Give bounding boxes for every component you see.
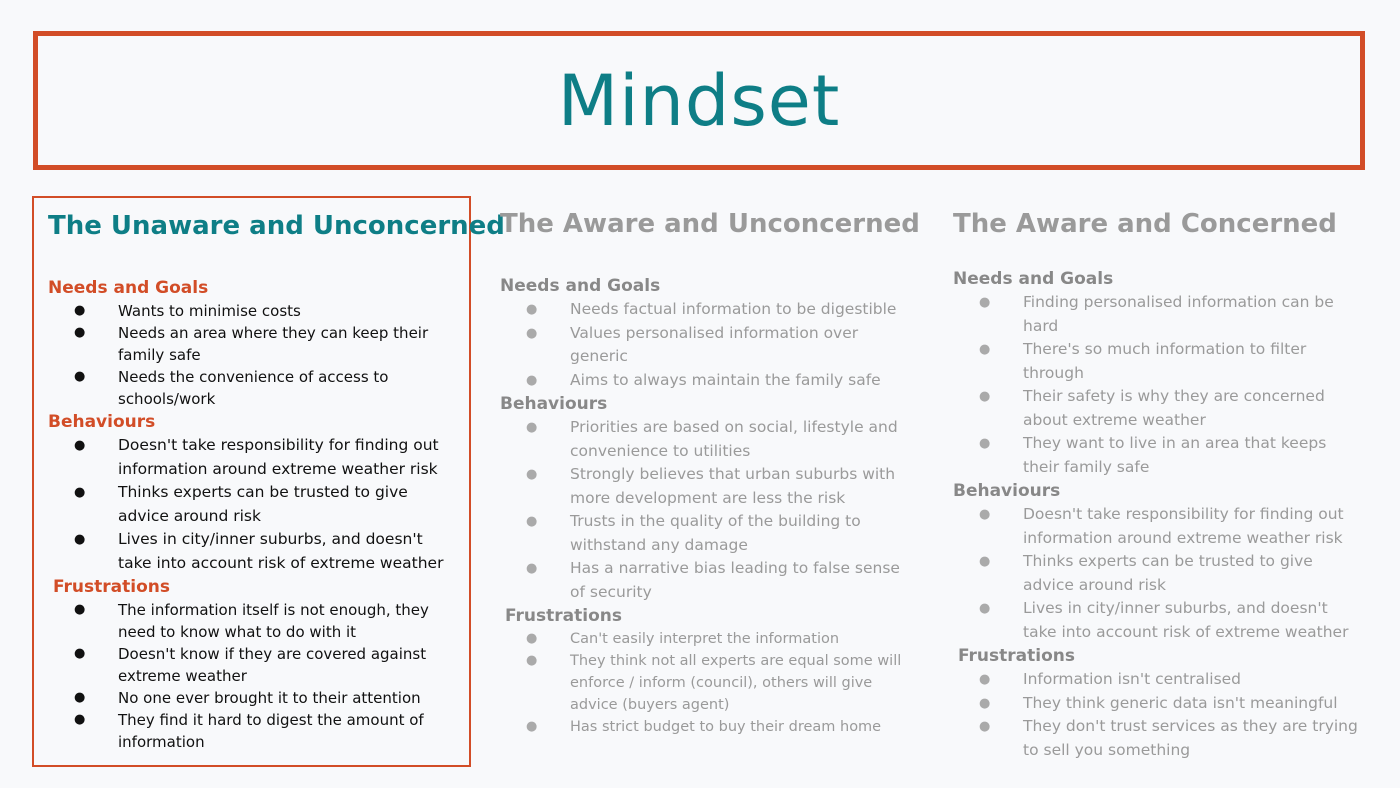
behaviours-list [500, 416, 910, 604]
persona-heading: The Aware and Unconcerned [500, 209, 920, 239]
persona-content [500, 274, 910, 738]
frustrations-title: Frustrations [505, 606, 622, 626]
page-title: Mindset [557, 59, 841, 142]
list-item: ● There's so much information to filter through [979, 340, 1307, 382]
bullet-icon: ● [526, 631, 538, 646]
bullet-icon: ● [979, 389, 991, 404]
persona-column-unaware-unconcerned [32, 196, 505, 767]
behaviours-title: Behaviours [48, 412, 156, 432]
list-item: ● Doesn't know if they are covered against extreme weather [74, 645, 427, 685]
title-frame [33, 31, 1365, 170]
bullet-icon: ● [526, 653, 538, 668]
list-item: ● Priorities are based on social, lifestyle and convenience to utilities [526, 418, 898, 460]
persona-heading: The Aware and Concerned [953, 209, 1337, 239]
bullet-icon: ● [979, 695, 991, 711]
persona-content [953, 267, 1363, 762]
behaviours-list [48, 434, 458, 575]
list-item: ● Doesn't take responsibility for finding out information around extreme weather risk [74, 436, 439, 478]
bullet-icon: ● [979, 507, 991, 522]
bullet-icon: ● [74, 438, 86, 453]
list-item: ● They think not all experts are equal some will enforce / inform (council), others will give advice (buyers agent) [500, 650, 910, 716]
bullet-icon: ● [74, 646, 86, 661]
bullet-icon: ● [979, 601, 991, 616]
needs-goals-list [48, 300, 458, 410]
list-item: ● Needs the convenience of access to schools/work [74, 368, 389, 408]
needs-goals-title: Needs and Goals [48, 278, 209, 298]
bullet-icon: ● [979, 554, 991, 569]
bullet-icon: ● [526, 302, 538, 317]
list-item: ● Values personalised information over generic [526, 323, 859, 365]
bullet-icon: ● [979, 436, 991, 451]
needs-goals-list [500, 298, 910, 392]
frustrations-list [500, 628, 910, 738]
bullet-icon: ● [526, 719, 538, 734]
frustrations-title: Frustrations [958, 646, 1075, 666]
bullet-icon: ● [526, 514, 538, 529]
list-item: ● Lives in city/inner suburbs, and doesn't take into account risk of extreme weather [979, 599, 1349, 641]
list-item: ● They want to live in an area that keeps their family safe [979, 434, 1327, 476]
list-item: ● Can't easily interpret the information [500, 628, 910, 650]
needs-goals-title: Needs and Goals [953, 269, 1114, 289]
list-item: ● Thinks experts can be trusted to give advice around risk [979, 552, 1313, 594]
list-item: ● Information isn't centralised [953, 668, 1363, 692]
behaviours-title: Behaviours [953, 481, 1061, 501]
bullet-icon: ● [979, 295, 991, 310]
persona-heading: The Unaware and Unconcerned [48, 211, 505, 241]
bullet-icon: ● [74, 303, 86, 318]
bullet-icon: ● [74, 602, 86, 617]
list-item: ● Finding personalised information can be hard [979, 293, 1334, 335]
bullet-icon: ● [74, 690, 86, 705]
bullet-icon: ● [526, 325, 538, 341]
list-item: ● Strongly believes that urban suburbs with more development are less the risk [526, 465, 896, 507]
persona-content [48, 276, 458, 753]
bullet-icon: ● [74, 532, 86, 547]
list-item: ● Needs an area where they can keep their family safe [74, 324, 429, 364]
list-item: ● They think generic data isn't meaningful [953, 692, 1363, 716]
bullet-icon: ● [979, 719, 991, 734]
bullet-icon: ● [526, 420, 538, 435]
frustrations-title: Frustrations [53, 577, 170, 597]
frustrations-list [48, 599, 458, 753]
list-item: ● Trusts in the quality of the building to withstand any damage [526, 512, 861, 554]
frustrations-list [953, 668, 1363, 762]
list-item: ● They don't trust services as they are trying to sell you something [979, 717, 1358, 759]
needs-goals-list [953, 291, 1363, 479]
behaviours-list [953, 503, 1363, 644]
bullet-icon: ● [526, 372, 538, 388]
list-item: ● Lives in city/inner suburbs, and doesn't take into account risk of extreme weather [74, 530, 444, 572]
bullet-icon: ● [74, 369, 86, 384]
list-item: ● No one ever brought it to their attention [74, 689, 421, 707]
bullet-icon: ● [74, 712, 86, 727]
list-item: ● The information itself is not enough, they need to know what to do with it [74, 601, 429, 641]
bullet-icon: ● [526, 561, 538, 576]
list-item: ● Has a narrative bias leading to false sense of security [526, 559, 900, 601]
list-item: ● Has strict budget to buy their dream home [500, 716, 910, 738]
bullet-icon: ● [74, 325, 86, 340]
list-item: ● Doesn't take responsibility for finding out information around extreme weather risk [979, 505, 1344, 547]
list-item: ● Aims to always maintain the family safe [500, 369, 910, 393]
list-item: ● Their safety is why they are concerned about extreme weather [979, 387, 1325, 429]
list-item: ● Needs factual information to be digestible [500, 298, 910, 322]
bullet-icon: ● [74, 485, 86, 500]
bullet-icon: ● [979, 342, 991, 357]
bullet-icon: ● [526, 467, 538, 482]
needs-goals-title: Needs and Goals [500, 276, 661, 296]
list-item: ● They find it hard to digest the amount of information [74, 711, 424, 751]
bullet-icon: ● [979, 672, 991, 687]
list-item: ● Wants to minimise costs [74, 302, 301, 320]
behaviours-title: Behaviours [500, 394, 608, 414]
list-item: ● Thinks experts can be trusted to give advice around risk [74, 483, 408, 525]
